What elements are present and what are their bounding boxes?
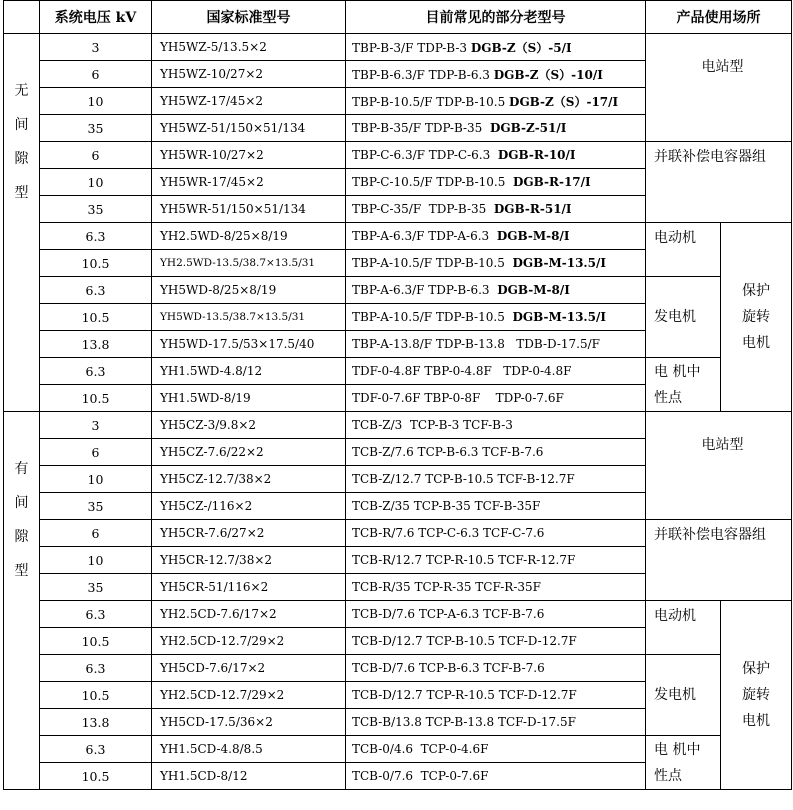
- voltage-cell: 10.5: [40, 385, 152, 412]
- old-model-cell: [346, 61, 646, 88]
- voltage-cell: 6.3: [40, 655, 152, 682]
- arrester-model-table: [3, 0, 792, 790]
- usage-neutral: 电 机中性点: [646, 736, 721, 790]
- old-model-cell: [346, 493, 646, 520]
- national-model-cell: YH2.5CD-7.6/17×2: [152, 601, 346, 628]
- voltage-cell: 6.3: [40, 223, 152, 250]
- old-model-text: TCB-D/12.7 TCP-B-10.5 TCF-D-12.7F: [352, 634, 577, 648]
- old-model-cell: [346, 142, 646, 169]
- national-model-cell: YH5CR-7.6/27×2: [152, 520, 346, 547]
- old-model-cell: [346, 520, 646, 547]
- national-model-cell: YH1.5CD-8/12: [152, 763, 346, 790]
- old-model-bold: DGB-R-10/I: [497, 148, 576, 162]
- old-model-text: TCB-Z/7.6 TCP-B-6.3 TCF-B-7.6: [352, 445, 544, 459]
- voltage-cell: 6.3: [40, 736, 152, 763]
- national-model-cell: YH5WR-10/27×2: [152, 142, 346, 169]
- header-usage: 产品使用场所: [646, 1, 792, 34]
- header-row: [4, 1, 792, 34]
- voltage-cell: 10.5: [40, 763, 152, 790]
- old-model-text: TCB-D/7.6 TCP-B-6.3 TCF-B-7.6: [352, 661, 545, 675]
- old-model-text: TBP-C-6.3/F TDP-C-6.3: [352, 148, 498, 162]
- voltage-cell: 10: [40, 466, 152, 493]
- voltage-cell: 13.8: [40, 709, 152, 736]
- voltage-cell: 6: [40, 61, 152, 88]
- national-model-cell: YH5CZ-7.6/22×2: [152, 439, 346, 466]
- national-model-cell: YH5CR-12.7/38×2: [152, 547, 346, 574]
- old-model-bold: DGB-Z（S）-10/I: [493, 67, 603, 82]
- header-type: [4, 1, 40, 34]
- old-model-cell: [346, 196, 646, 223]
- old-model-cell: [346, 412, 646, 439]
- table-row: [4, 412, 792, 439]
- usage-neutral: 电 机中性点: [646, 358, 721, 412]
- old-model-text: TCB-Z/3 TCP-B-3 TCF-B-3: [352, 418, 513, 432]
- old-model-bold: DGB-M-13.5/I: [512, 310, 606, 324]
- old-model-text: TBP-B-10.5/F TDP-B-10.5: [352, 94, 510, 109]
- old-model-text: TBP-A-13.8/F TDP-B-13.8 TDB-D-17.5/F: [352, 337, 600, 351]
- old-model-text: TCB-R/7.6 TCP-C-6.3 TCF-C-7.6: [352, 526, 545, 540]
- section-label-char: 隙: [14, 151, 29, 167]
- usage-generator: 发电机: [646, 277, 721, 358]
- old-model-text: TBP-C-35/F TDP-B-35: [352, 202, 494, 216]
- national-model-cell: YH5CD-7.6/17×2: [152, 655, 346, 682]
- old-model-cell: [346, 574, 646, 601]
- old-model-cell: [346, 304, 646, 331]
- table-row: [4, 358, 792, 385]
- old-model-bold: DGB-M-8/I: [496, 229, 570, 243]
- voltage-cell: 10.5: [40, 682, 152, 709]
- national-model-cell: YH2.5CD-12.7/29×2: [152, 628, 346, 655]
- table-row: [4, 223, 792, 250]
- national-model-cell: YH5WZ-17/45×2: [152, 88, 346, 115]
- voltage-cell: 6.3: [40, 277, 152, 304]
- usage-rotating: 保护旋转电机: [721, 223, 792, 412]
- old-model-cell: [346, 439, 646, 466]
- national-model-cell: YH5WR-51/150×51/134: [152, 196, 346, 223]
- national-model-cell: YH5CD-17.5/36×2: [152, 709, 346, 736]
- voltage-cell: 35: [40, 493, 152, 520]
- old-model-cell: [346, 358, 646, 385]
- voltage-cell: 6.3: [40, 358, 152, 385]
- section-label: [4, 412, 40, 790]
- voltage-cell: 10.5: [40, 628, 152, 655]
- old-model-bold: DGB-Z（S）-17/I: [509, 94, 619, 109]
- table-row: [4, 277, 792, 304]
- old-model-text: TBP-A-6.3/F TDP-A-6.3: [352, 229, 497, 243]
- national-model-cell: YH5CZ-/116×2: [152, 493, 346, 520]
- national-model-cell: YH5WD-8/25×8/19: [152, 277, 346, 304]
- old-model-text: TBP-A-10.5/F TDP-B-10.5: [352, 310, 513, 324]
- national-model-cell: YH5WZ-10/27×2: [152, 61, 346, 88]
- old-model-bold: DGB-R-17/I: [512, 175, 591, 189]
- old-model-text: TCB-D/7.6 TCP-A-6.3 TCF-B-7.6: [352, 607, 545, 621]
- voltage-cell: 10.5: [40, 304, 152, 331]
- usage-rotating: 保护旋转电机: [721, 601, 792, 790]
- table-row: [4, 655, 792, 682]
- usage-station: 电站型: [646, 412, 792, 520]
- voltage-cell: 35: [40, 574, 152, 601]
- old-model-cell: [346, 34, 646, 61]
- old-model-cell: [346, 331, 646, 358]
- national-model-cell: YH2.5CD-12.7/29×2: [152, 682, 346, 709]
- national-model-cell: YH5WR-17/45×2: [152, 169, 346, 196]
- section-label-char: 型: [14, 563, 29, 579]
- table-row: [4, 601, 792, 628]
- old-model-bold: DGB-R-51/I: [493, 202, 572, 216]
- old-model-cell: [346, 736, 646, 763]
- old-model-cell: [346, 682, 646, 709]
- old-model-cell: [346, 547, 646, 574]
- voltage-cell: 13.8: [40, 331, 152, 358]
- old-model-bold: DGB-Z-51/I: [489, 121, 567, 135]
- old-model-cell: [346, 250, 646, 277]
- table-row: [4, 736, 792, 763]
- national-model-cell: YH5CZ-12.7/38×2: [152, 466, 346, 493]
- old-model-bold: DGB-M-8/I: [497, 283, 570, 297]
- voltage-cell: 10: [40, 88, 152, 115]
- table-row: [4, 520, 792, 547]
- header-old-model: 目前常见的部分老型号: [346, 1, 646, 34]
- old-model-text: TCB-B/13.8 TCP-B-13.8 TCF-D-17.5F: [352, 715, 576, 729]
- old-model-text: TBP-A-6.3/F TDP-B-6.3: [352, 283, 498, 297]
- section-label-char: 型: [14, 185, 29, 201]
- usage-station: 电站型: [646, 34, 792, 142]
- header-voltage: 系统电压 kV: [40, 1, 152, 34]
- national-model-cell: YH5CZ-3/9.8×2: [152, 412, 346, 439]
- table-row: [4, 34, 792, 61]
- national-model-cell: YH2.5WD-8/25×8/19: [152, 223, 346, 250]
- voltage-cell: 10: [40, 547, 152, 574]
- voltage-cell: 10.5: [40, 250, 152, 277]
- old-model-cell: [346, 655, 646, 682]
- old-model-cell: [346, 466, 646, 493]
- old-model-text: TCB-0/7.6 TCP-0-7.6F: [352, 769, 489, 783]
- national-model-cell: YH5WZ-5/13.5×2: [152, 34, 346, 61]
- old-model-text: TBP-B-35/F TDP-B-35: [352, 121, 490, 135]
- national-model-cell: YH5WD-13.5/38.7×13.5/31: [152, 304, 346, 331]
- voltage-cell: 35: [40, 115, 152, 142]
- voltage-cell: 6: [40, 520, 152, 547]
- old-model-cell: [346, 277, 646, 304]
- voltage-cell: 3: [40, 412, 152, 439]
- old-model-cell: [346, 88, 646, 115]
- voltage-cell: 3: [40, 34, 152, 61]
- usage-motor: 电动机: [646, 223, 721, 277]
- old-model-text: TDF-0-7.6F TBP-0-8F TDP-0-7.6F: [352, 391, 564, 405]
- section-label-char: 间: [14, 495, 29, 511]
- section-label-char: 无: [14, 83, 29, 99]
- old-model-text: TCB-D/12.7 TCP-R-10.5 TCF-D-12.7F: [352, 688, 577, 702]
- usage-generator: 发电机: [646, 655, 721, 736]
- old-model-text: TCB-R/35 TCP-R-35 TCF-R-35F: [352, 580, 541, 594]
- header-national-model: 国家标准型号: [152, 1, 346, 34]
- old-model-text: TBP-B-3/F TDP-B-3: [352, 40, 471, 55]
- old-model-cell: [346, 601, 646, 628]
- national-model-cell: YH1.5WD-8/19: [152, 385, 346, 412]
- usage-capacitor: 并联补偿电容器组: [646, 142, 792, 223]
- old-model-bold: DGB-M-13.5/I: [512, 256, 606, 270]
- old-model-text: TCB-R/12.7 TCP-R-10.5 TCF-R-12.7F: [352, 553, 576, 567]
- national-model-cell: YH1.5WD-4.8/12: [152, 358, 346, 385]
- old-model-cell: [346, 709, 646, 736]
- voltage-cell: 10: [40, 169, 152, 196]
- old-model-bold: DGB-Z（S）-5/I: [470, 40, 572, 55]
- old-model-cell: [346, 115, 646, 142]
- old-model-text: TDF-0-4.8F TBP-0-4.8F TDP-0-4.8F: [352, 364, 572, 378]
- voltage-cell: 35: [40, 196, 152, 223]
- old-model-cell: [346, 628, 646, 655]
- usage-capacitor: 并联补偿电容器组: [646, 520, 792, 601]
- national-model-cell: YH5WZ-51/150×51/134: [152, 115, 346, 142]
- national-model-cell: YH2.5WD-13.5/38.7×13.5/31: [152, 250, 346, 277]
- old-model-cell: [346, 223, 646, 250]
- section-label-char: 有: [14, 461, 29, 477]
- voltage-cell: 6.3: [40, 601, 152, 628]
- table-row: [4, 142, 792, 169]
- old-model-text: TCB-0/4.6 TCP-0-4.6F: [352, 742, 489, 756]
- national-model-cell: YH5CR-51/116×2: [152, 574, 346, 601]
- old-model-text: TCB-Z/35 TCP-B-35 TCF-B-35F: [352, 499, 541, 513]
- section-label-char: 隙: [14, 529, 29, 545]
- section-label-char: 间: [14, 117, 29, 133]
- national-model-cell: YH1.5CD-4.8/8.5: [152, 736, 346, 763]
- old-model-text: TCB-Z/12.7 TCP-B-10.5 TCF-B-12.7F: [352, 472, 575, 486]
- usage-motor: 电动机: [646, 601, 721, 655]
- voltage-cell: 6: [40, 142, 152, 169]
- national-model-cell: YH5WD-17.5/53×17.5/40: [152, 331, 346, 358]
- old-model-cell: [346, 763, 646, 790]
- old-model-cell: [346, 169, 646, 196]
- old-model-text: TBP-C-10.5/F TDP-B-10.5: [352, 175, 513, 189]
- old-model-cell: [346, 385, 646, 412]
- old-model-text: TBP-B-6.3/F TDP-B-6.3: [352, 67, 494, 82]
- old-model-text: TBP-A-10.5/F TDP-B-10.5: [352, 256, 513, 270]
- section-label: [4, 34, 40, 412]
- voltage-cell: 6: [40, 439, 152, 466]
